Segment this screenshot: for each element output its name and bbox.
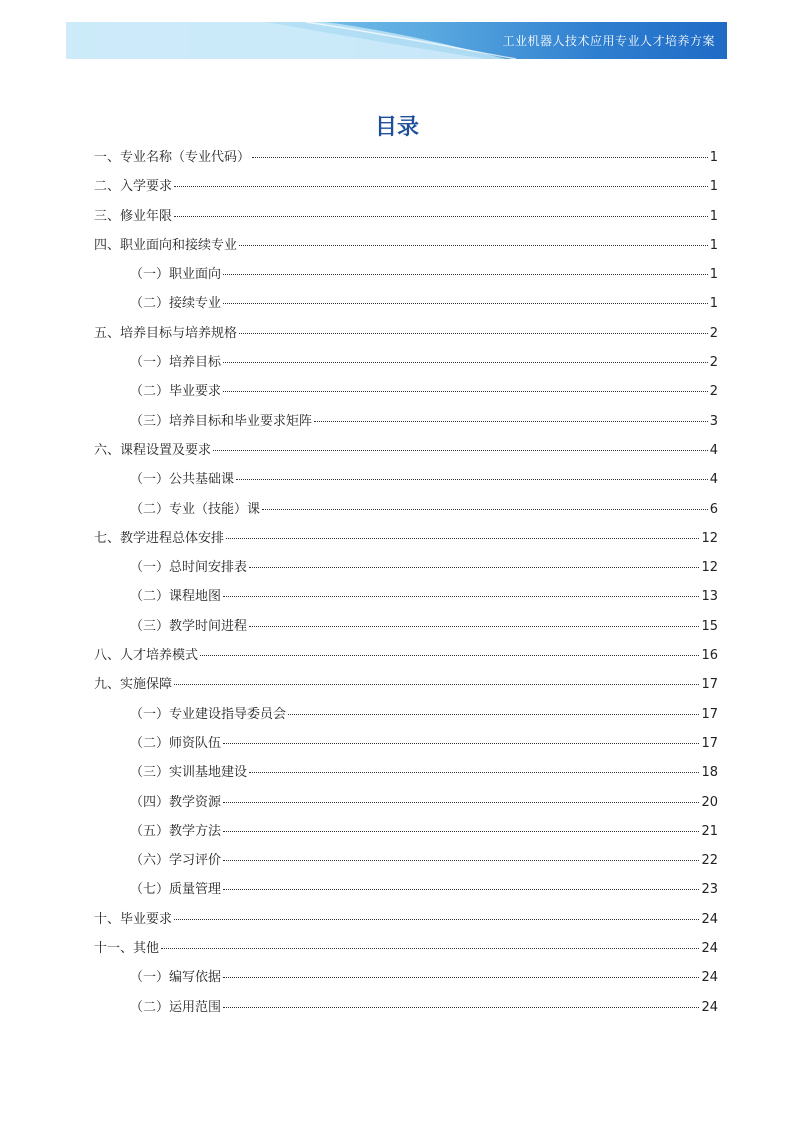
toc-entry-label: （五）教学方法 <box>130 823 222 839</box>
toc-leader-dots <box>249 772 699 773</box>
toc-leader-dots <box>223 831 699 832</box>
toc-entry[interactable] <box>94 875 718 904</box>
toc-entry-page-number: 1 <box>709 296 718 312</box>
toc-entry-label: 十一、其他 <box>94 941 160 957</box>
toc-leader-dots <box>200 655 699 656</box>
toc-entry[interactable] <box>94 348 718 377</box>
toc-entry-page-number: 24 <box>701 941 718 957</box>
toc-leader-dots <box>223 303 708 304</box>
toc-leader-dots <box>223 596 699 597</box>
toc-entry-page-number: 2 <box>709 384 718 400</box>
toc-leader-dots <box>223 274 708 275</box>
toc-leader-dots <box>223 1007 699 1008</box>
toc-leader-dots <box>174 684 699 685</box>
toc-entry-label: （六）学习评价 <box>130 853 222 869</box>
toc-entry[interactable] <box>94 670 718 699</box>
toc-entry-label: （一）总时间安排表 <box>130 560 248 576</box>
toc-leader-dots <box>223 889 699 890</box>
toc-entry-page-number: 1 <box>709 179 718 195</box>
header-doc-title: 工业机器人技术应用专业人才培养方案 <box>502 34 715 48</box>
toc-leader-dots <box>223 977 699 978</box>
toc-entry-label: （七）质量管理 <box>130 882 222 898</box>
toc-entry[interactable] <box>94 641 718 670</box>
toc-entry[interactable] <box>94 758 718 787</box>
toc-entry[interactable] <box>94 788 718 817</box>
toc-entry[interactable] <box>94 495 718 524</box>
toc-entry[interactable] <box>94 260 718 289</box>
toc-entry[interactable] <box>94 143 718 172</box>
toc-leader-dots <box>223 743 699 744</box>
toc-entry[interactable] <box>94 846 718 875</box>
toc-entry-label: （一）职业面向 <box>130 267 222 283</box>
toc-entry-label: （三）培养目标和毕业要求矩阵 <box>130 413 313 429</box>
toc-entry-label: 六、课程设置及要求 <box>94 442 212 458</box>
toc-entry[interactable] <box>94 817 718 846</box>
toc-entry[interactable] <box>94 729 718 758</box>
toc-leader-dots <box>213 450 708 451</box>
toc-entry-page-number: 2 <box>709 325 718 341</box>
toc-entry-label: 七、教学进程总体安排 <box>94 530 225 546</box>
toc-entry-label: （二）师资队伍 <box>130 735 222 751</box>
toc-entry-label: （四）教学资源 <box>130 794 222 810</box>
toc-entry-page-number: 4 <box>709 472 718 488</box>
toc-entry-label: 四、职业面向和接续专业 <box>94 237 238 253</box>
toc-entry-page-number: 3 <box>709 413 718 429</box>
toc-entry-page-number: 2 <box>709 355 718 371</box>
toc-entry-label: （二）毕业要求 <box>130 384 222 400</box>
toc-leader-dots <box>161 948 699 949</box>
toc-list <box>94 143 718 1022</box>
toc-entry-label: 五、培养目标与培养规格 <box>94 325 238 341</box>
toc-entry[interactable] <box>94 905 718 934</box>
toc-entry-label: 二、入学要求 <box>94 179 173 195</box>
toc-entry-label: （二）课程地图 <box>130 589 222 605</box>
toc-entry-page-number: 17 <box>701 735 718 751</box>
toc-entry[interactable] <box>94 202 718 231</box>
toc-entry-page-number: 17 <box>701 677 718 693</box>
toc-entry-label: （一）专业建设指导委员会 <box>130 706 287 722</box>
toc-entry-label: （一）编写依据 <box>130 970 222 986</box>
toc-entry[interactable] <box>94 993 718 1022</box>
toc-entry[interactable] <box>94 407 718 436</box>
toc-entry-label: 八、人才培养模式 <box>94 648 199 664</box>
toc-entry-page-number: 20 <box>701 794 718 810</box>
toc-entry[interactable] <box>94 172 718 201</box>
toc-entry-label: 三、修业年限 <box>94 208 173 224</box>
toc-entry-label: （一）公共基础课 <box>130 472 235 488</box>
toc-entry[interactable] <box>94 934 718 963</box>
toc-entry[interactable] <box>94 465 718 494</box>
toc-leader-dots <box>174 216 708 217</box>
toc-leader-dots <box>236 479 708 480</box>
toc-entry-label: （二）接续专业 <box>130 296 222 312</box>
toc-entry-label: （三）实训基地建设 <box>130 765 248 781</box>
toc-entry-page-number: 24 <box>701 911 718 927</box>
toc-entry[interactable] <box>94 553 718 582</box>
toc-entry-page-number: 13 <box>701 589 718 605</box>
toc-leader-dots <box>223 860 699 861</box>
toc-title: 目录 <box>374 115 419 140</box>
toc-entry[interactable] <box>94 377 718 406</box>
toc-entry-page-number: 22 <box>701 853 718 869</box>
toc-entry[interactable] <box>94 319 718 348</box>
toc-entry-page-number: 18 <box>701 765 718 781</box>
toc-leader-dots <box>174 186 708 187</box>
toc-leader-dots <box>288 714 699 715</box>
toc-entry[interactable] <box>94 700 718 729</box>
toc-leader-dots <box>223 391 708 392</box>
header-banner <box>66 22 727 59</box>
toc-entry-label: 十、毕业要求 <box>94 911 173 927</box>
toc-leader-dots <box>239 245 708 246</box>
toc-entry-page-number: 1 <box>709 237 718 253</box>
toc-leader-dots <box>239 333 708 334</box>
toc-entry-page-number: 1 <box>709 267 718 283</box>
toc-entry-page-number: 17 <box>701 706 718 722</box>
toc-entry-page-number: 4 <box>709 442 718 458</box>
toc-entry[interactable] <box>94 436 718 465</box>
toc-entry[interactable] <box>94 524 718 553</box>
toc-leader-dots <box>226 538 699 539</box>
toc-entry-page-number: 12 <box>701 530 718 546</box>
toc-entry-label: （二）运用范围 <box>130 999 222 1015</box>
toc-leader-dots <box>252 157 708 158</box>
toc-leader-dots <box>249 626 699 627</box>
toc-leader-dots <box>262 509 708 510</box>
toc-entry-page-number: 24 <box>701 970 718 986</box>
toc-entry-label: 九、实施保障 <box>94 677 173 693</box>
toc-entry[interactable] <box>94 963 718 992</box>
toc-leader-dots <box>314 421 708 422</box>
toc-entry-page-number: 1 <box>709 208 718 224</box>
toc-entry-page-number: 15 <box>701 618 718 634</box>
toc-entry[interactable] <box>94 612 718 641</box>
toc-leader-dots <box>249 567 699 568</box>
toc-entry-label: 一、专业名称（专业代码） <box>94 150 251 165</box>
toc-entry-label: （一）培养目标 <box>130 355 222 371</box>
toc-entry-page-number: 6 <box>709 501 718 517</box>
toc-entry-label: （二）专业（技能）课 <box>130 501 261 517</box>
toc-entry[interactable] <box>94 231 718 260</box>
toc-entry-page-number: 16 <box>701 648 718 664</box>
toc-entry[interactable] <box>94 289 718 318</box>
toc-entry-page-number: 21 <box>701 823 718 839</box>
toc-entry-page-number: 1 <box>709 150 718 165</box>
toc-entry[interactable] <box>94 582 718 611</box>
toc-leader-dots <box>174 919 699 920</box>
toc-entry-page-number: 12 <box>701 560 718 576</box>
toc-entry-page-number: 23 <box>701 882 718 898</box>
toc-leader-dots <box>223 802 699 803</box>
toc-entry-page-number: 24 <box>701 999 718 1015</box>
toc-entry-label: （三）教学时间进程 <box>130 618 248 634</box>
toc-leader-dots <box>223 362 708 363</box>
